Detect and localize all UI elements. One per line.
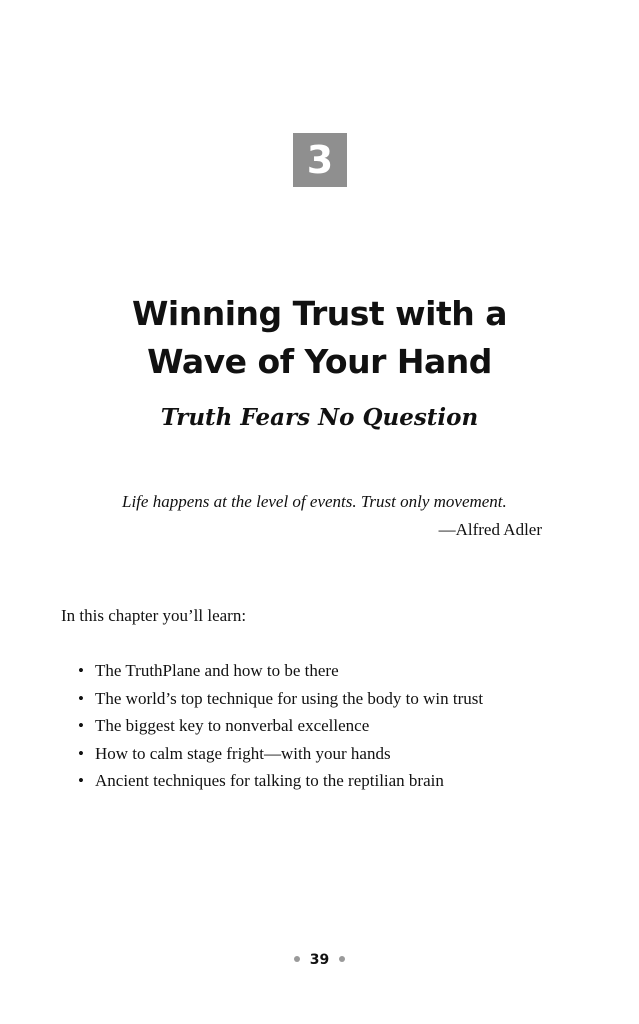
list-item-text: The world’s top technique for using the body to win trust — [95, 688, 484, 708]
chapter-intro-text: In this chapter you’ll learn: — [61, 606, 247, 625]
bullet-icon: • — [78, 661, 84, 680]
bullet-icon: • — [78, 688, 84, 708]
bullet-icon: • — [78, 743, 84, 763]
list-item — [78, 685, 483, 713]
list-item-text: Ancient techniques for talking to the reptilian brain — [95, 771, 444, 790]
list-item-text: How to calm stage fright—with your hands — [95, 743, 391, 763]
page-number: 39 — [309, 952, 330, 968]
chapter-title-line-2: Wave of Your Hand — [147, 342, 492, 381]
list-item — [78, 767, 483, 795]
footer-dot-left-icon — [294, 956, 300, 962]
chapter-number-badge: 3 — [293, 133, 347, 187]
list-item-text: The biggest key to nonverbal excellence — [95, 716, 370, 735]
chapter-title — [0, 290, 639, 386]
page-footer — [0, 948, 639, 972]
chapter-title-line-1: Winning Trust with a — [132, 294, 507, 333]
bullet-icon: • — [78, 771, 84, 790]
epigraph-quote: Life happens at the level of events. Trust only movement. — [122, 492, 507, 511]
bullet-icon: • — [78, 716, 84, 735]
list-item — [78, 740, 483, 768]
chapter-subtitle: Truth Fears No Question — [160, 404, 479, 431]
footer-dot-right-icon — [339, 956, 345, 962]
list-item — [78, 657, 483, 685]
list-item — [78, 712, 483, 740]
epigraph-attribution: —Alfred Adler — [438, 520, 542, 539]
list-item-text: The TruthPlane and how to be there — [95, 661, 339, 680]
learning-objectives-list — [78, 657, 483, 795]
